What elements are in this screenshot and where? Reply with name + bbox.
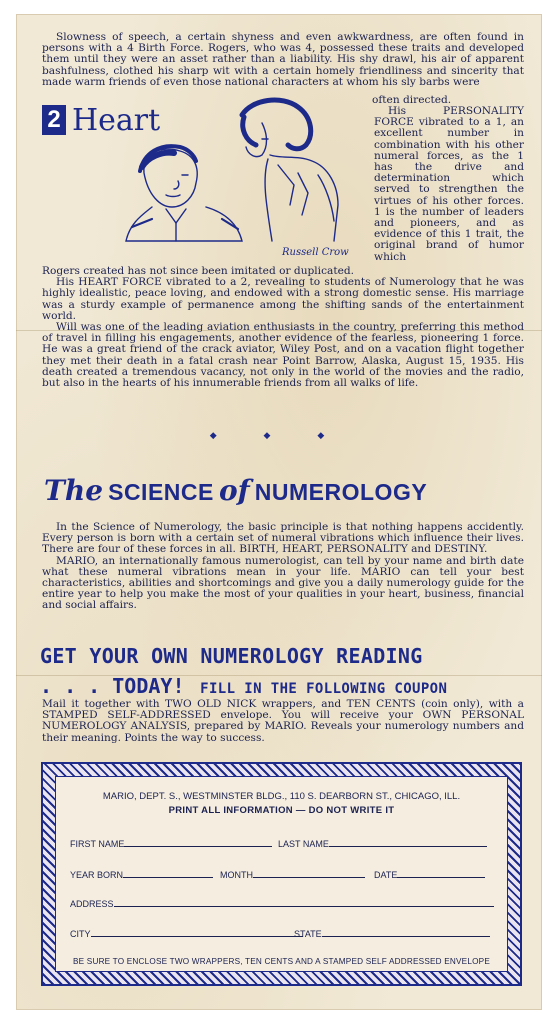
date-field[interactable]: DATE: [374, 870, 485, 880]
coupon-form: [41, 762, 522, 986]
heart-number-badge: 2: [42, 105, 66, 135]
illustrator-signature: Russell Crow: [282, 247, 349, 258]
state-field[interactable]: STATE: [294, 929, 490, 939]
coupon-inner: [55, 776, 508, 972]
coupon-address: MARIO, DEPT. S., WESTMINSTER BLDG., 110 S. DEARBORN ST., CHICAGO, ILL.: [102, 791, 461, 802]
coupon-note: BE SURE TO ENCLOSE TWO WRAPPERS, TEN CENTS AND A STAMPED SELF ADDRESSED ENVELOPE: [73, 957, 490, 966]
personality-paragraph: His PERSONALITY FORCE vibrated to a 1, an excellent number in combination with his other numeral forces, as the 1 has the drive and determination which served to strengthen the virtues of his other forces. 1 is the number of leaders and pioneers, and as evidence of this 1 trait, the original brand of humor which: [374, 105, 524, 263]
section-divider: ◆ ◆ ◆: [209, 431, 347, 441]
month-field[interactable]: MONTH: [220, 870, 365, 880]
year-born-field[interactable]: YEAR BORN: [70, 870, 213, 880]
science-title: The SCIENCE of NUMEROLOGY: [44, 474, 428, 507]
coupon-instruction: PRINT ALL INFORMATION — DO NOT WRITE IT: [168, 805, 395, 816]
heart-title: Heart: [72, 102, 161, 138]
offer-today-line: . . . TODAY! FILL IN THE FOLLOWING COUPON: [40, 674, 448, 698]
address-field[interactable]: ADDRESS: [70, 899, 494, 909]
first-name-field[interactable]: FIRST NAME: [70, 839, 272, 849]
heart-paragraphs: Rogers created has not since been imitated or duplicated. His HEART FORCE vibrated to a 2, revealing to students of Numerology that he was highly idealistic, peace loving, and endowed with a strong domestic sense. His marriage was a sturdy example of permanence among the shifting sands of the entertainment world. Will was one of the leading aviation enthusiasts in the country, preferring this method of travel in filling his engagements, another evidence of the fearless, pioneering 1 force. He was a great friend of the crack aviator, Wiley Post, and on a vacation flight together they met their death in a fatal crash near Point Barrow, Alaska, August 15, 1935. His death created a tremendous vacancy, not only in the world of the movies and the radio, but also in the hearts of his innumerable friends from all walks of life.: [42, 265, 524, 390]
offer-headline: GET YOUR OWN NUMEROLOGY READING: [40, 644, 423, 668]
city-field[interactable]: CITY: [70, 929, 303, 939]
intro-paragraph: Slowness of speech, a certain shyness and even awkwardness, are often found in persons with a 4 Birth Force. Rogers, who was 4, possessed these traits and developed them until they were an asset rather than a liability. His shy drawl, his air of apparent bashfulness, clothed his sharp wit with a certain homely friendliness and sincerity that made warm friends of even those national characters at whom his sly barbs were: [42, 31, 524, 88]
last-name-field[interactable]: LAST NAME: [278, 839, 487, 849]
science-paragraphs: In the Science of Numerology, the basic principle is that nothing happens accidently. Every person is born with a certain set of numeral vibrations which influence their lives. There are four of these forces in all. BIRTH, HEART, PERSONALITY and DESTINY. MARIO, an internationally famous numerologist, can tell by your name and birth date what these numeral vibrations mean in your life. MARIO can tell your best characteristics, abilities and shortcomings and give you a daily numerology guide for the entire year to help you make the most of your qualities in your heart, business, financial and social affairs.: [42, 521, 524, 612]
intro-continued: often directed.: [372, 94, 452, 106]
will-rogers-illustration: [122, 95, 372, 265]
offer-body: Mail it together with TWO OLD NICK wrappers, and TEN CENTS (coin only), with a STAMPED SELF-ADDRESSED envelope. You will receive your OWN PERSONAL NUMEROLOGY ANALYSIS, prepared by MARIO. Reveals your numerology numbers and their meaning. Points the way to success.: [42, 698, 524, 744]
